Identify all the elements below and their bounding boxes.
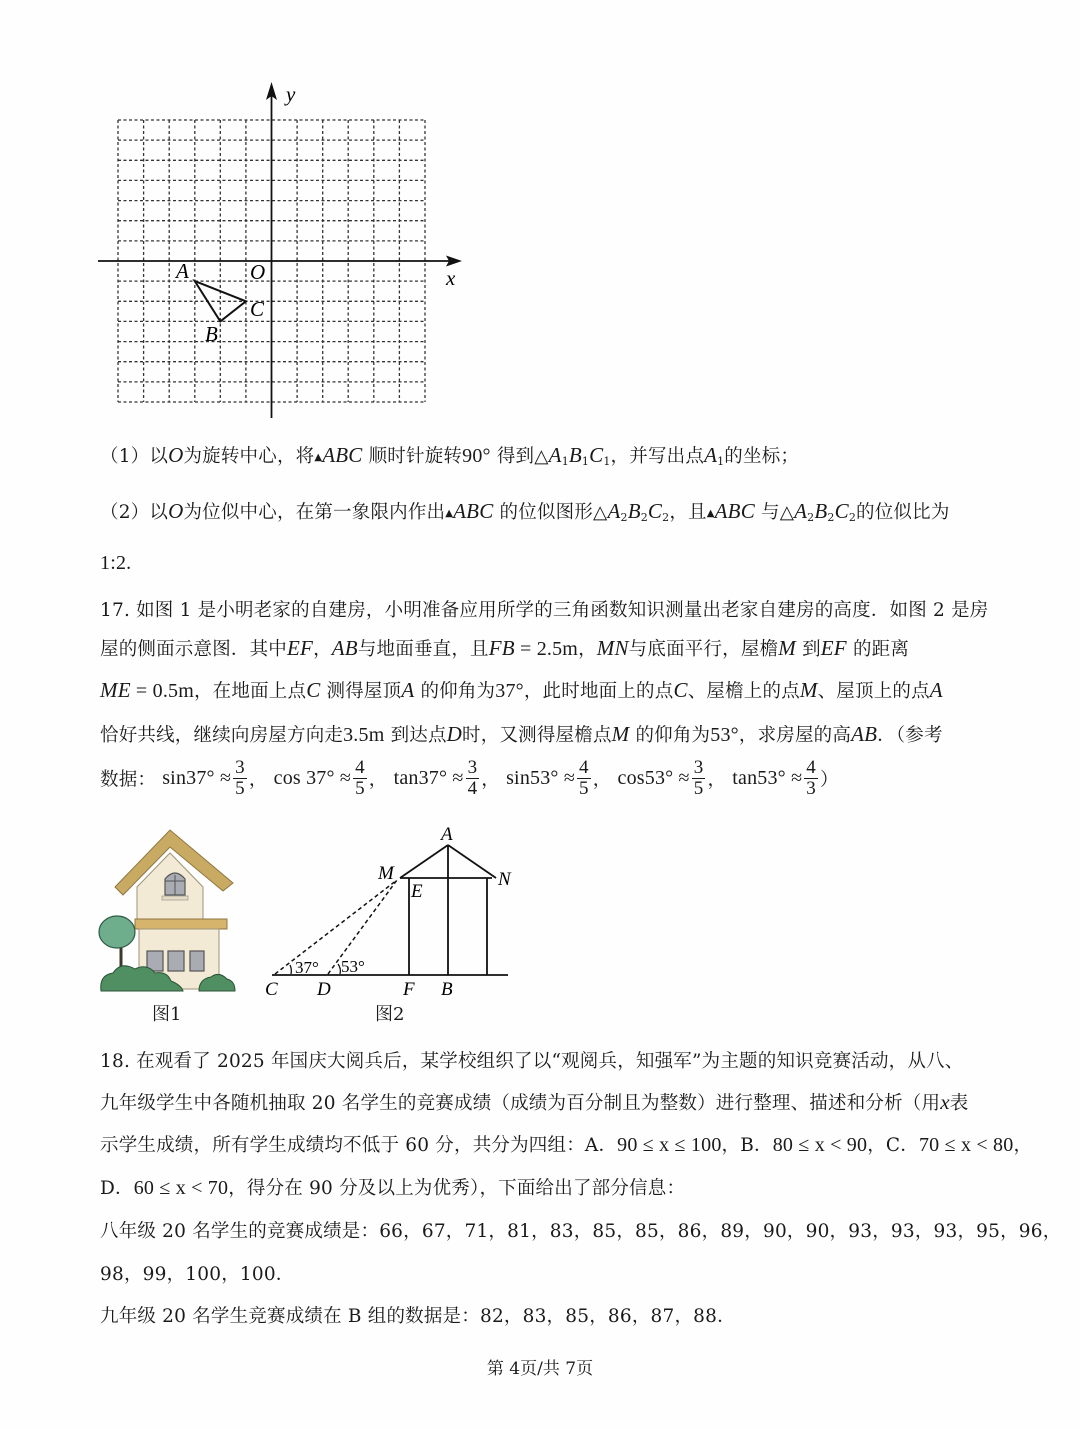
q18-line4: D．60 ≤ x < 70，得分在 90 分及以上为优秀），下面给出了部分信息： bbox=[100, 1177, 686, 1199]
q16-part2: （2）以O为位似中心，在第一象限内作出▲ABC 的位似图形$\triangle A_2B_2C_2$，且▲ABC 与$\triangle A_2B_2C_2$的位似比为 bbox=[100, 499, 950, 524]
y-axis-label: y bbox=[286, 82, 296, 106]
roof-left bbox=[400, 845, 448, 878]
figure1-caption: 图1 bbox=[152, 1004, 182, 1025]
fraction: $\frac{3}{5}$ bbox=[235, 757, 245, 799]
grade8-scores-cont: 98，99，100，100． bbox=[100, 1264, 295, 1285]
svg-text:37°: 37° bbox=[295, 958, 319, 977]
q17-reference-data: 数据： sin37° ≈ $\frac{3}{5}$ ， cos 37° ≈ $\frac{4}{5}$ ， tan37° ≈ $\frac{3}{4}$ ， sin53° ≈ $\frac{4}{5}$ ， cos53° ≈ $\frac{3}{5}$ ， tan53° ≈ $\frac{4}{3}$ ） bbox=[100, 757, 839, 799]
q17-line2: 屋的侧面示意图．其中EF，AB与地面垂直，且FB = 2.5m，MN与底面平行，屋檐M 到EF 的距离 bbox=[100, 636, 910, 660]
house-side-diagram bbox=[0, 0, 540, 1000]
svg-text:D: D bbox=[317, 979, 331, 1000]
svg-text:M: M bbox=[378, 863, 394, 884]
q17-line4: 恰好共线，继续向房屋方向走3.5m 到达点D时，又测得屋檐点M 的仰角为53°，求房屋的高AB．（参考 bbox=[100, 722, 943, 746]
sightline-c bbox=[275, 880, 397, 974]
svg-text:A: A bbox=[441, 824, 453, 845]
q18-line1: 18. 在观看了 2025 年国庆大阅兵后，某学校组织了以“观阅兵，知强军”为主题的知识竞赛活动，从八、 bbox=[100, 1051, 964, 1072]
q18-line3: 示学生成绩，所有学生成绩均不低于 60 分，共分为四组：A．90 ≤ x ≤ 100，B．80 ≤ x < 90，C．70 ≤ x < 80， bbox=[100, 1134, 1033, 1156]
point-b-label: B bbox=[205, 322, 218, 346]
roof-right bbox=[448, 845, 496, 878]
page-footer: 第 4页/共 7页 bbox=[486, 1359, 594, 1379]
q18-line2: 九年级学生中各随机抽取 20 名学生的竞赛成绩（成绩为百分制且为整数）进行整理、描述和分析（用x表 bbox=[100, 1090, 969, 1114]
svg-text:F: F bbox=[403, 979, 415, 1000]
fraction: $\frac{4}{5}$ bbox=[355, 757, 365, 799]
point-a-label: A bbox=[176, 259, 189, 283]
grade9-b-scores: 九年级 20 名学生竞赛成绩在 B 组的数据是：82，83，85，86，87，88． bbox=[100, 1306, 736, 1327]
x-axis-label: x bbox=[446, 266, 456, 290]
svg-text:N: N bbox=[498, 869, 511, 890]
grade8-scores: 八年级 20 名学生的竞赛成绩是：66，67，71，81，83，85，85，86，89，90，90，93，93，93，95，96， bbox=[100, 1221, 1062, 1242]
origin-label: O bbox=[250, 260, 266, 284]
q16-part1: （1）以O为旋转中心，将▲ABC 顺时针旋转90° 得到$\triangle A_1B_1C_1$，并写出点$A_1$的坐标； bbox=[100, 443, 800, 468]
q16-ratio: 1:2. bbox=[100, 552, 132, 574]
svg-text:B: B bbox=[441, 979, 453, 1000]
fraction: $\frac{3}{5}$ bbox=[693, 757, 704, 799]
q17-line1: 17. 如图 1 是小明老家的自建房，小明准备应用所学的三角函数知识测量出老家自建房的高度．如图 2 是房 bbox=[100, 600, 989, 621]
svg-text:53°: 53° bbox=[341, 957, 365, 976]
fraction: $\frac{4}{3}$ bbox=[806, 757, 816, 799]
fraction: $\frac{3}{4}$ bbox=[467, 757, 478, 799]
figure2-caption: 图2 bbox=[375, 1004, 405, 1025]
fraction: $\frac{4}{5}$ bbox=[579, 757, 589, 799]
svg-text:C: C bbox=[265, 979, 278, 1000]
q17-line3: ME = 0.5m，在地面上点C 测得屋顶A 的仰角为37°，此时地面上的点C、屋檐上的点M、屋顶上的点A bbox=[100, 678, 943, 702]
svg-text:E: E bbox=[411, 881, 423, 902]
point-c-label: C bbox=[250, 297, 265, 321]
